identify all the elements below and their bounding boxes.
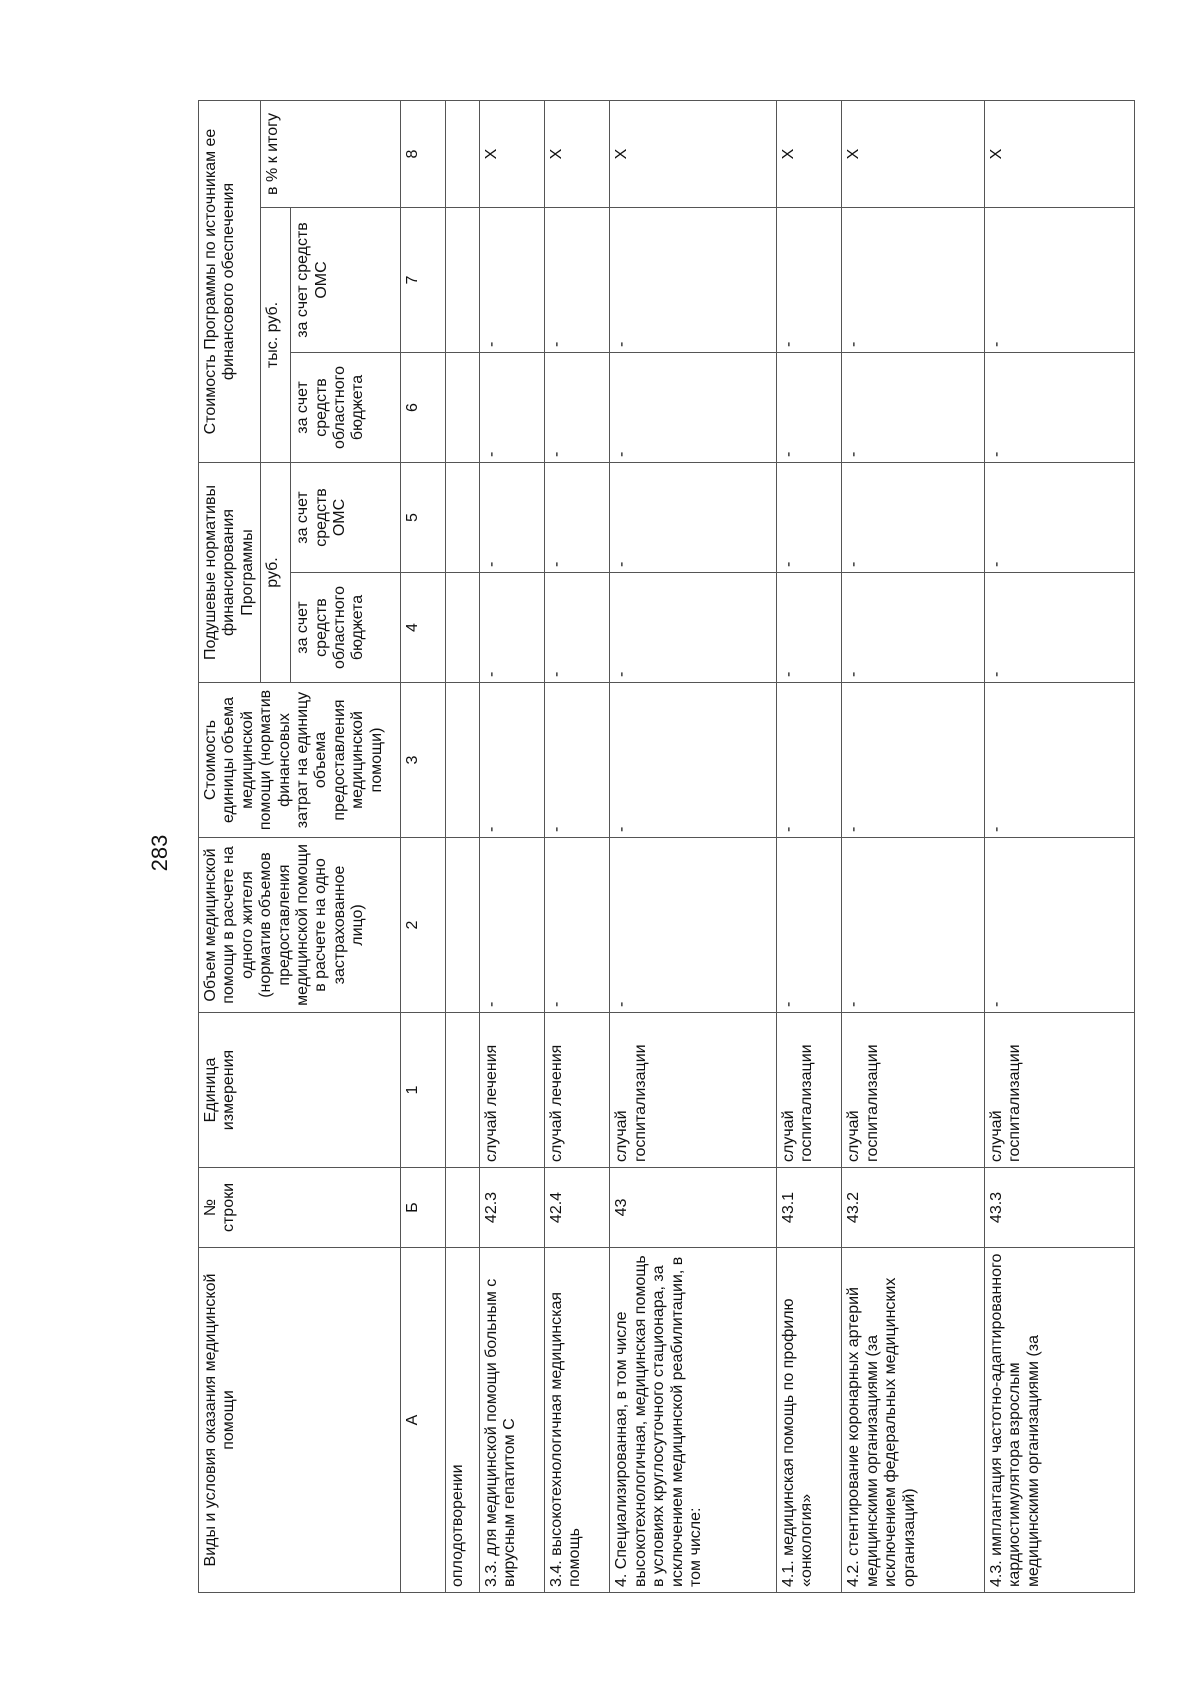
row-unit: случай госпитализации xyxy=(842,1013,985,1168)
num-1: 1 xyxy=(401,1013,446,1168)
financing-table xyxy=(198,100,1135,1593)
cell-col-8: X xyxy=(479,100,544,207)
cell-col-7: - xyxy=(985,207,1135,352)
cell-col-3: - xyxy=(776,683,841,838)
cell-col-7: - xyxy=(776,207,841,352)
table-row xyxy=(479,100,544,1592)
header-col-5: за счет средств ОМС xyxy=(291,462,401,572)
header-col-3: Стоимость единицы объема медицинской помощи (норматив финансовых затрат на единицу объема предоставления медицинской помощи) xyxy=(199,683,401,838)
header-group-6-8: Стоимость Программы по источникам ее финансового обеспечения xyxy=(199,100,261,462)
cell-col-3: - xyxy=(479,683,544,838)
num-a: А xyxy=(401,1248,446,1593)
header-col-4: за счет средств областного бюджета xyxy=(291,573,401,683)
cell-col-6: - xyxy=(545,352,610,462)
cell-col-6: - xyxy=(985,352,1135,462)
cell-col-2: - xyxy=(842,838,985,1013)
header-col-2: Объем медицинской помощи в расчете на одного жителя (норматив объемов предоставления медицинской помощи в расчете на одно застрахованное лицо) xyxy=(199,838,401,1013)
row-unit: случай лечения xyxy=(545,1013,610,1168)
cell-col-2: - xyxy=(985,838,1135,1013)
cell-col-2: - xyxy=(545,838,610,1013)
cell-col-4: - xyxy=(610,573,777,683)
cell-col-4: - xyxy=(479,573,544,683)
cell-col-7: - xyxy=(479,207,544,352)
header-col-6: за счет средств областного бюджета xyxy=(291,352,401,462)
cell-col-3: - xyxy=(545,683,610,838)
header-col-a: Виды и условия оказания медицинской помощи xyxy=(199,1248,401,1593)
cell-col-4: - xyxy=(545,573,610,683)
num-6: 6 xyxy=(401,352,446,462)
cell-col-6: - xyxy=(479,352,544,462)
rotated-table-container xyxy=(198,101,1135,1593)
table-row xyxy=(842,100,985,1592)
cell-col-7: - xyxy=(545,207,610,352)
cell-col-5: - xyxy=(842,462,985,572)
cell-col-2: - xyxy=(776,838,841,1013)
cell-col-7: - xyxy=(610,207,777,352)
num-3: 3 xyxy=(401,683,446,838)
cell-col-3: - xyxy=(985,683,1135,838)
table-row xyxy=(985,100,1135,1592)
column-numbering-row xyxy=(401,100,446,1592)
row-name: 3.4. высокотехнологичная медицинская помощь xyxy=(545,1248,610,1593)
header-col-1: Единица измерения xyxy=(199,1013,401,1168)
num-5: 5 xyxy=(401,462,446,572)
header-unit-6-7: тыс. руб. xyxy=(261,207,291,462)
cell-col-3: - xyxy=(842,683,985,838)
cell-col-4: - xyxy=(776,573,841,683)
num-4: 4 xyxy=(401,573,446,683)
cell-col-6: - xyxy=(610,352,777,462)
cell-col-5: - xyxy=(545,462,610,572)
row-unit: случай госпитализации xyxy=(985,1013,1135,1168)
cell-col-2: - xyxy=(610,838,777,1013)
header-col-7: за счет средств ОМС xyxy=(291,207,401,352)
cell-col-5: - xyxy=(985,462,1135,572)
row-line-number: 43.2 xyxy=(842,1168,985,1248)
row-line-number: 43.1 xyxy=(776,1168,841,1248)
cell-col-6: - xyxy=(776,352,841,462)
cell-col-4: - xyxy=(842,573,985,683)
cell-col-7: - xyxy=(842,207,985,352)
row-unit: случай госпитализации xyxy=(776,1013,841,1168)
cell-col-8: X xyxy=(985,100,1135,207)
cell-col-8: X xyxy=(842,100,985,207)
cell-col-8: X xyxy=(776,100,841,207)
header-col-8: в % к итогу xyxy=(261,100,401,207)
row-line-number: 43 xyxy=(610,1168,777,1248)
row-line-number: 42.4 xyxy=(545,1168,610,1248)
table-row xyxy=(610,100,777,1592)
num-2: 2 xyxy=(401,838,446,1013)
row-name: 4.2. стентирование коронарных артерий медицинскими организациями (за исключением федеральных медицинских организаций) xyxy=(842,1248,985,1593)
table-row xyxy=(545,100,610,1592)
header-group-4-5: Подушевые нормативы финансирования Программы xyxy=(199,462,261,682)
header-col-b: № строки xyxy=(199,1168,401,1248)
row-name: 4. Специализированная, в том числе высокотехнологичная, медицинская помощь в условиях круглосуточного стационара, за исключением медицинской реабилитации, в том числе: xyxy=(610,1248,777,1593)
cell-col-8: X xyxy=(610,100,777,207)
row-name: 4.1. медицинская помощь по профилю «онкология» xyxy=(776,1248,841,1593)
cell-col-8: X xyxy=(545,100,610,207)
header-unit-4-5: руб. xyxy=(261,462,291,682)
row-line-number: 43.3 xyxy=(985,1168,1135,1248)
cell-col-2: - xyxy=(479,838,544,1013)
num-8: 8 xyxy=(401,100,446,207)
cell-col-4: - xyxy=(985,573,1135,683)
row-line-number: 42.3 xyxy=(479,1168,544,1248)
cell-col-6: - xyxy=(842,352,985,462)
page-number: 283 xyxy=(147,834,172,872)
table-row xyxy=(776,100,841,1592)
row-unit: случай госпитализации xyxy=(610,1013,777,1168)
continuation-text: оплодотворении xyxy=(446,1248,479,1593)
num-b: Б xyxy=(401,1168,446,1248)
cell-col-5: - xyxy=(610,462,777,572)
continuation-row xyxy=(446,100,479,1592)
row-name: 3.3. для медицинской помощи больным с вирусным гепатитом С xyxy=(479,1248,544,1593)
cell-col-3: - xyxy=(610,683,777,838)
cell-col-5: - xyxy=(479,462,544,572)
cell-col-5: - xyxy=(776,462,841,572)
row-unit: случай лечения xyxy=(479,1013,544,1168)
row-name: 4.3. имплантация частотно-адаптированного кардиостимулятора взрослым медицинскими организациями (за xyxy=(985,1248,1135,1593)
num-7: 7 xyxy=(401,207,446,352)
